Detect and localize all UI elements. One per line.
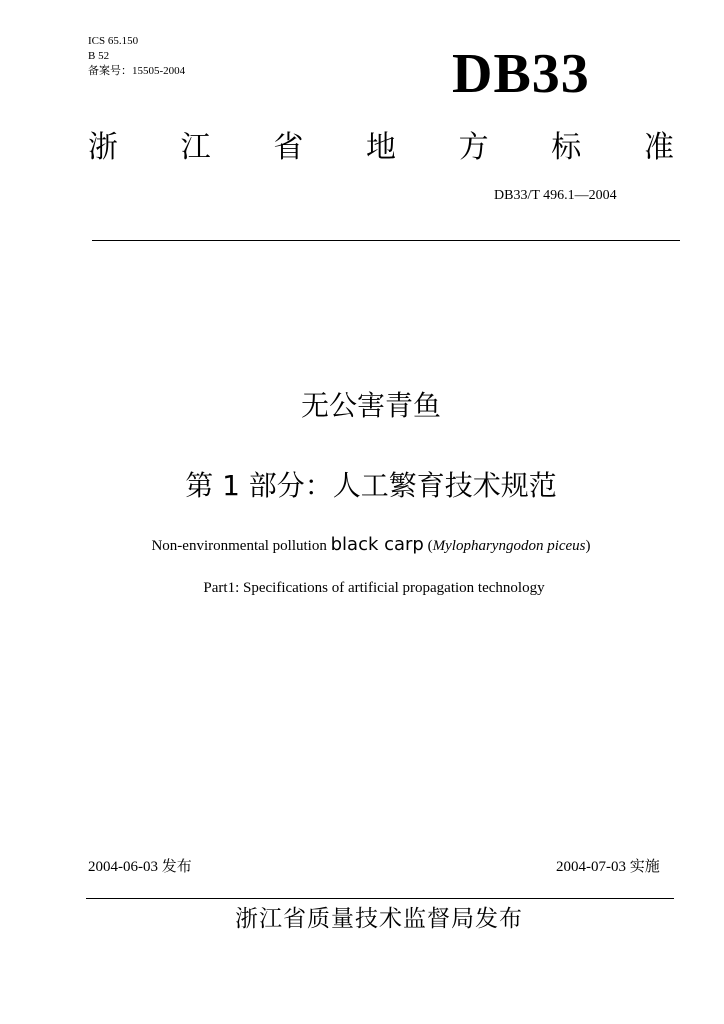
ics-code: ICS 65.150 — [88, 35, 139, 47]
english-title-black-carp: black carp — [330, 534, 424, 555]
standard-type-heading — [88, 128, 674, 168]
english-title-prefix: Non-environmental pollution — [151, 538, 331, 554]
english-subtitle: Part1: Specifications of artificial propagation technology — [203, 580, 545, 596]
standard-type-char: 方 — [458, 130, 489, 165]
document-subtitle: 第 1 部分：人工繁育技术规范 — [185, 469, 557, 502]
species-name: Mylopharyngodon piceus — [432, 538, 586, 554]
english-title — [0, 534, 724, 555]
standard-type-char: 地 — [365, 130, 396, 165]
classification-code: B 52 — [88, 50, 110, 62]
standard-type-char: 准 — [643, 130, 674, 165]
issue-date: 2004-06-03 发布 — [88, 859, 192, 875]
publisher: 浙江省质量技术监督局发布 — [235, 906, 523, 932]
english-title-close-paren: ) — [585, 538, 591, 554]
document-title: 无公害青鱼 — [300, 389, 441, 422]
top-divider — [92, 240, 680, 241]
standard-type-char: 省 — [273, 130, 304, 165]
standard-type-char: 浙 — [88, 130, 118, 165]
implementation-date: 2004-07-03 实施 — [556, 859, 660, 875]
bottom-divider — [86, 898, 674, 899]
record-number: 备案号：15505-2004 — [88, 65, 186, 77]
db-code-heading: DB33 — [452, 43, 590, 105]
standard-type-char: 江 — [180, 130, 211, 165]
english-title-open-paren: ( — [423, 538, 433, 554]
standard-type-char: 标 — [551, 130, 582, 165]
document-metadata — [88, 34, 185, 79]
standard-number: DB33/T 496.1—2004 — [494, 188, 617, 203]
